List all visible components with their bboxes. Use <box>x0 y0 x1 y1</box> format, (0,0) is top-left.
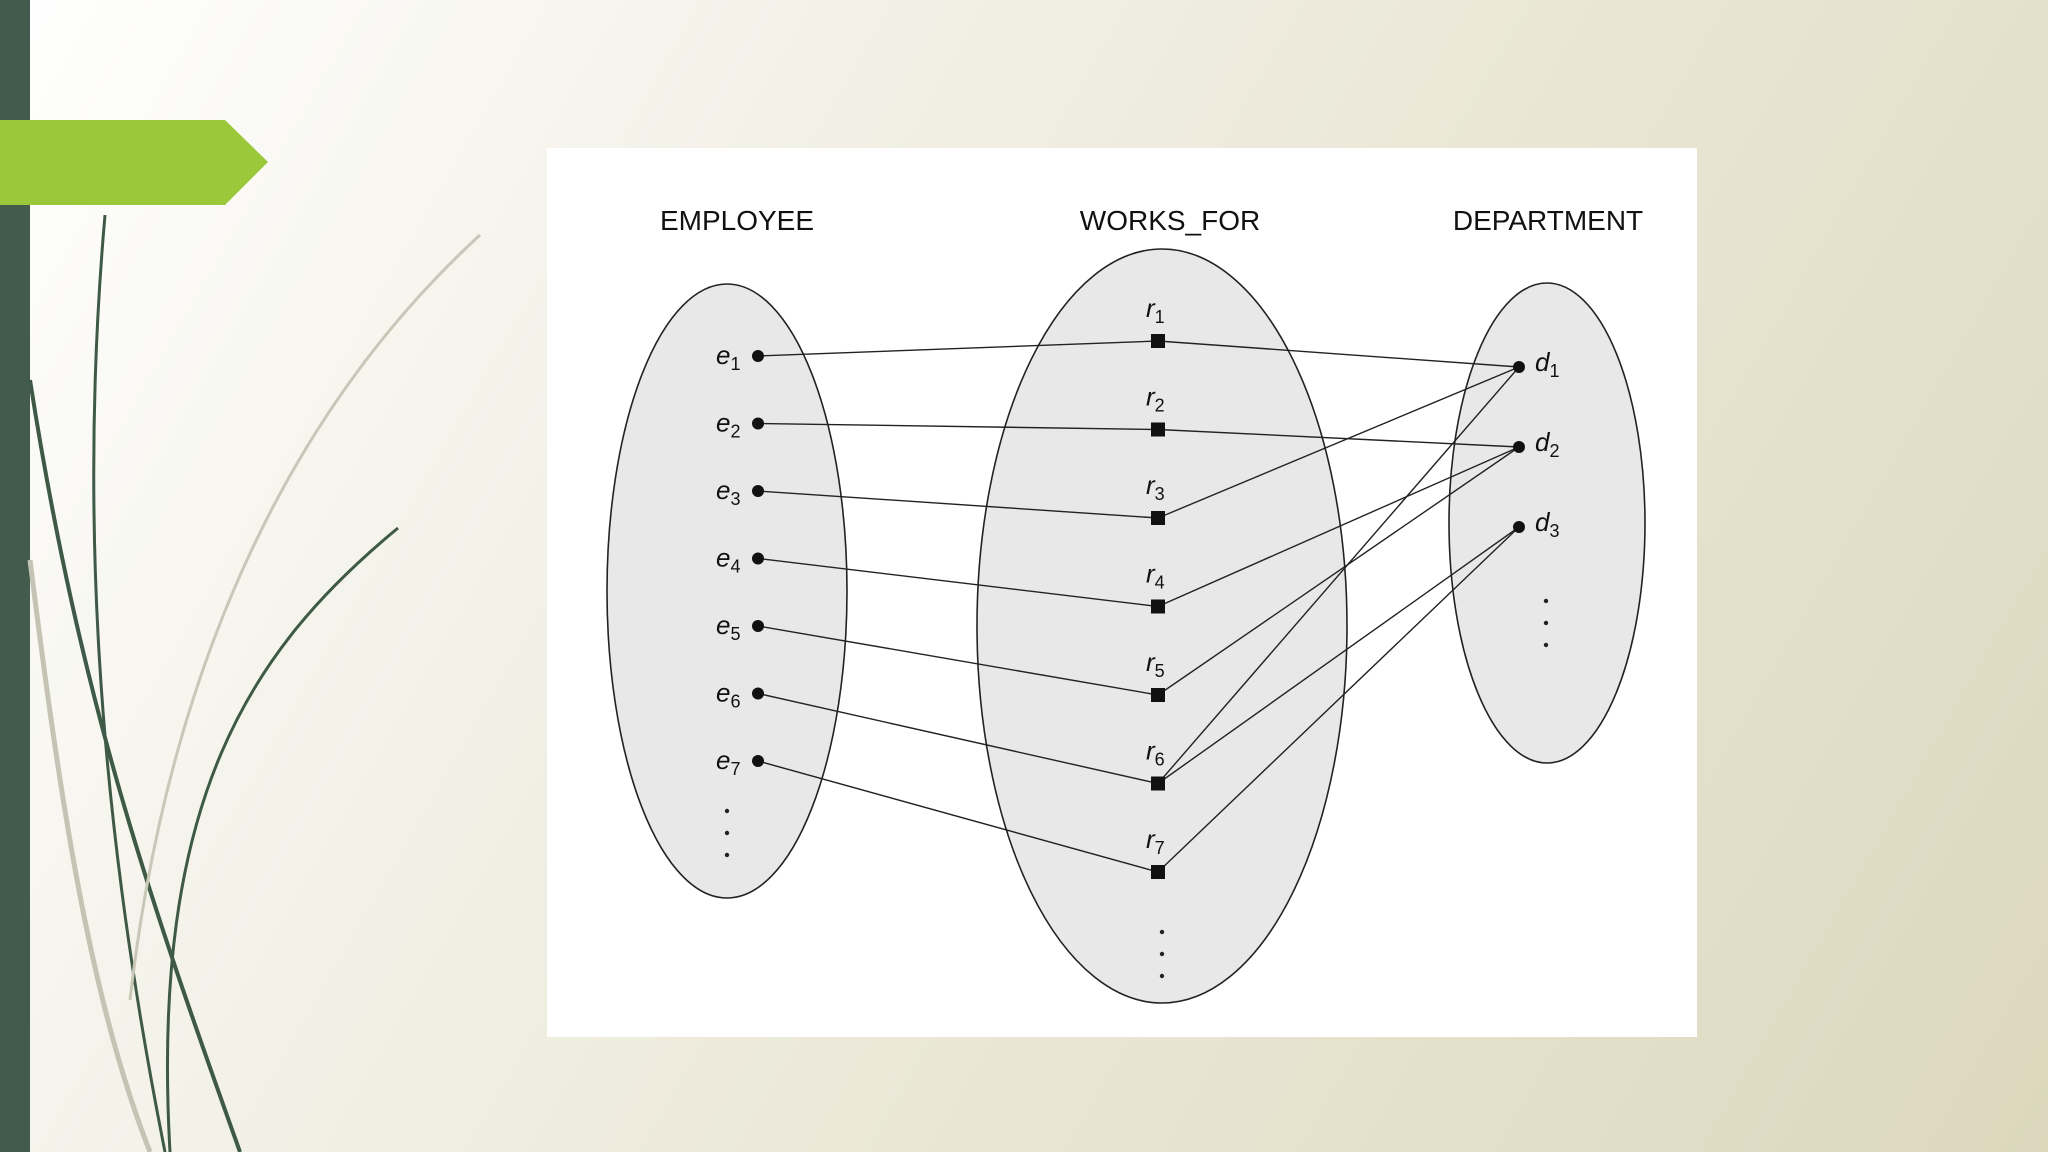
node-letter: d <box>1535 507 1550 537</box>
relationship-node-square <box>1151 334 1165 348</box>
node-letter: d <box>1535 427 1550 457</box>
node-subscript: 3 <box>1549 521 1560 541</box>
node-letter: r <box>1146 293 1155 323</box>
department-node-dot <box>1513 361 1525 373</box>
node-subscript: 2 <box>1154 395 1165 416</box>
node-subscript: 1 <box>1549 361 1560 381</box>
node-letter: r <box>1146 470 1155 500</box>
node-letter: e <box>716 610 731 640</box>
works-for-set-ellipse <box>977 249 1347 1003</box>
employee-set-title: EMPLOYEE <box>659 205 815 236</box>
employee-node-dot <box>752 553 764 565</box>
employee-set-ellipse <box>607 284 847 898</box>
node-subscript: 6 <box>730 691 741 712</box>
relationship-node-square <box>1151 423 1165 437</box>
node-letter: r <box>1146 824 1155 854</box>
node-letter: r <box>1146 381 1155 412</box>
accent-arrow <box>0 120 268 205</box>
employee-node-dot <box>752 688 764 700</box>
relationship-node-square <box>1151 865 1165 879</box>
node-subscript: 4 <box>1154 572 1165 593</box>
department-set-title: DEPARTMENT <box>1452 205 1644 236</box>
works-for-set-title: WORKS_FOR <box>1079 205 1261 236</box>
employee-node-dot <box>752 350 764 362</box>
node-letter: e <box>716 340 731 370</box>
node-letter: e <box>716 542 731 573</box>
employee-node-dot <box>752 418 764 430</box>
department-node-dot <box>1513 521 1525 533</box>
node-letter: r <box>1146 558 1155 589</box>
node-subscript: 7 <box>1154 838 1165 858</box>
relationship-node-square <box>1151 688 1165 702</box>
employee-node-dot <box>752 485 764 497</box>
node-letter: e <box>716 677 731 708</box>
node-letter: e <box>716 745 731 775</box>
er-instance-diagram <box>547 148 1697 1037</box>
node-subscript: 7 <box>730 759 741 779</box>
relationship-node-square <box>1151 600 1165 614</box>
node-letter: d <box>1535 347 1550 377</box>
relationship-node-square <box>1151 511 1165 525</box>
employee-node-dot <box>752 620 764 632</box>
node-subscript: 3 <box>730 489 741 509</box>
node-subscript: 2 <box>1549 441 1560 461</box>
node-subscript: 1 <box>730 354 741 374</box>
node-subscript: 3 <box>1154 484 1165 504</box>
node-subscript: 5 <box>730 624 741 644</box>
relationship-node-square <box>1151 777 1165 791</box>
node-subscript: 5 <box>1154 661 1165 681</box>
node-letter: r <box>1146 735 1155 766</box>
node-letter: e <box>716 407 731 438</box>
node-subscript: 2 <box>730 421 741 442</box>
department-node-dot <box>1513 441 1525 453</box>
node-letter: e <box>716 475 731 505</box>
node-letter: r <box>1146 647 1155 677</box>
employee-node-dot <box>752 755 764 767</box>
node-subscript: 1 <box>1154 307 1165 327</box>
node-subscript: 6 <box>1154 749 1165 770</box>
node-subscript: 4 <box>730 556 741 577</box>
